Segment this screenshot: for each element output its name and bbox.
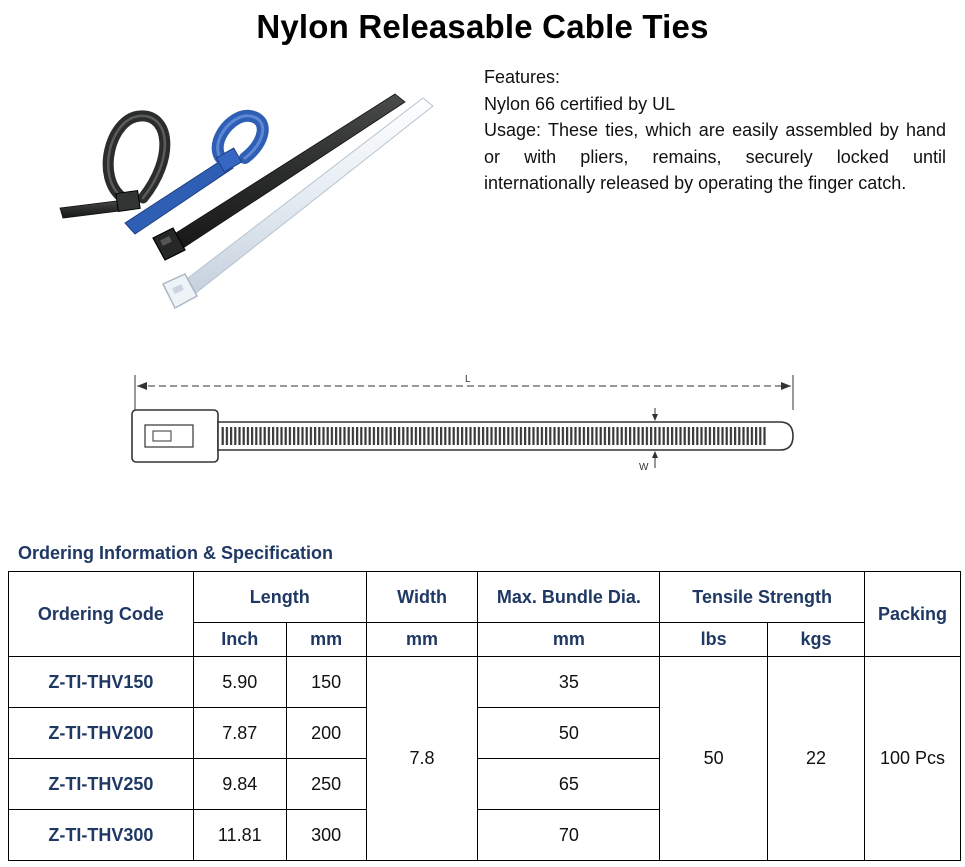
packing-cell: 100 Pcs	[865, 657, 961, 861]
bundle-cell: 35	[478, 657, 660, 708]
black-cable-tie-straight	[153, 94, 405, 260]
header-ordering-code: Ordering Code	[9, 572, 194, 657]
bundle-cell: 65	[478, 759, 660, 810]
section-heading: Ordering Information & Specification	[18, 543, 334, 563]
tensile-kgs-cell: 22	[768, 657, 865, 861]
length-inch-cell: 9.84	[193, 759, 286, 810]
header-length: Length	[193, 572, 366, 623]
length-mm-cell: 250	[286, 759, 366, 810]
header-row	[9, 572, 961, 623]
length-inch-cell: 11.81	[193, 810, 286, 861]
subheader-inch: Inch	[193, 623, 286, 657]
width-dimension-label: W	[639, 462, 649, 473]
length-mm-cell: 150	[286, 657, 366, 708]
black-cable-tie-loop	[60, 116, 165, 218]
white-cable-tie	[163, 98, 433, 308]
header-bundle: Max. Bundle Dia.	[478, 572, 660, 623]
ordering-code-cell: Z-TI-THV150	[9, 657, 194, 708]
features-block	[484, 64, 946, 197]
table-row	[9, 657, 961, 708]
ordering-code-cell: Z-TI-THV200	[9, 708, 194, 759]
length-mm-cell: 300	[286, 810, 366, 861]
ordering-code-cell: Z-TI-THV250	[9, 759, 194, 810]
ordering-code-cell: Z-TI-THV300	[9, 810, 194, 861]
subheader-width-mm: mm	[366, 623, 478, 657]
product-photo	[55, 88, 455, 328]
features-heading: Features:	[484, 67, 561, 87]
tensile-lbs-cell: 50	[660, 657, 768, 861]
length-inch-cell: 7.87	[193, 708, 286, 759]
subheader-bundle-mm: mm	[478, 623, 660, 657]
bundle-cell: 50	[478, 708, 660, 759]
header-tensile: Tensile Strength	[660, 572, 865, 623]
length-mm-cell: 200	[286, 708, 366, 759]
cable-tie-drawing	[125, 370, 815, 480]
features-material: Nylon 66 certified by UL	[484, 93, 676, 114]
page-title: Nylon Releasable Cable Ties	[256, 8, 709, 45]
header-width: Width	[366, 572, 478, 623]
bundle-cell: 70	[478, 810, 660, 861]
width-cell: 7.8	[366, 657, 478, 861]
header-packing: Packing	[865, 572, 961, 657]
length-inch-cell: 5.90	[193, 657, 286, 708]
subheader-lbs: lbs	[660, 623, 768, 657]
length-dimension-label: L	[465, 374, 471, 385]
blue-cable-tie-loop	[125, 116, 263, 234]
spec-table	[8, 571, 961, 861]
features-usage: Usage: These ties, which are easily assembled by hand or with pliers, remains, securely locked until internationally released by operating the finger catch.	[484, 120, 946, 193]
subheader-mm: mm	[286, 623, 366, 657]
subheader-kgs: kgs	[768, 623, 865, 657]
